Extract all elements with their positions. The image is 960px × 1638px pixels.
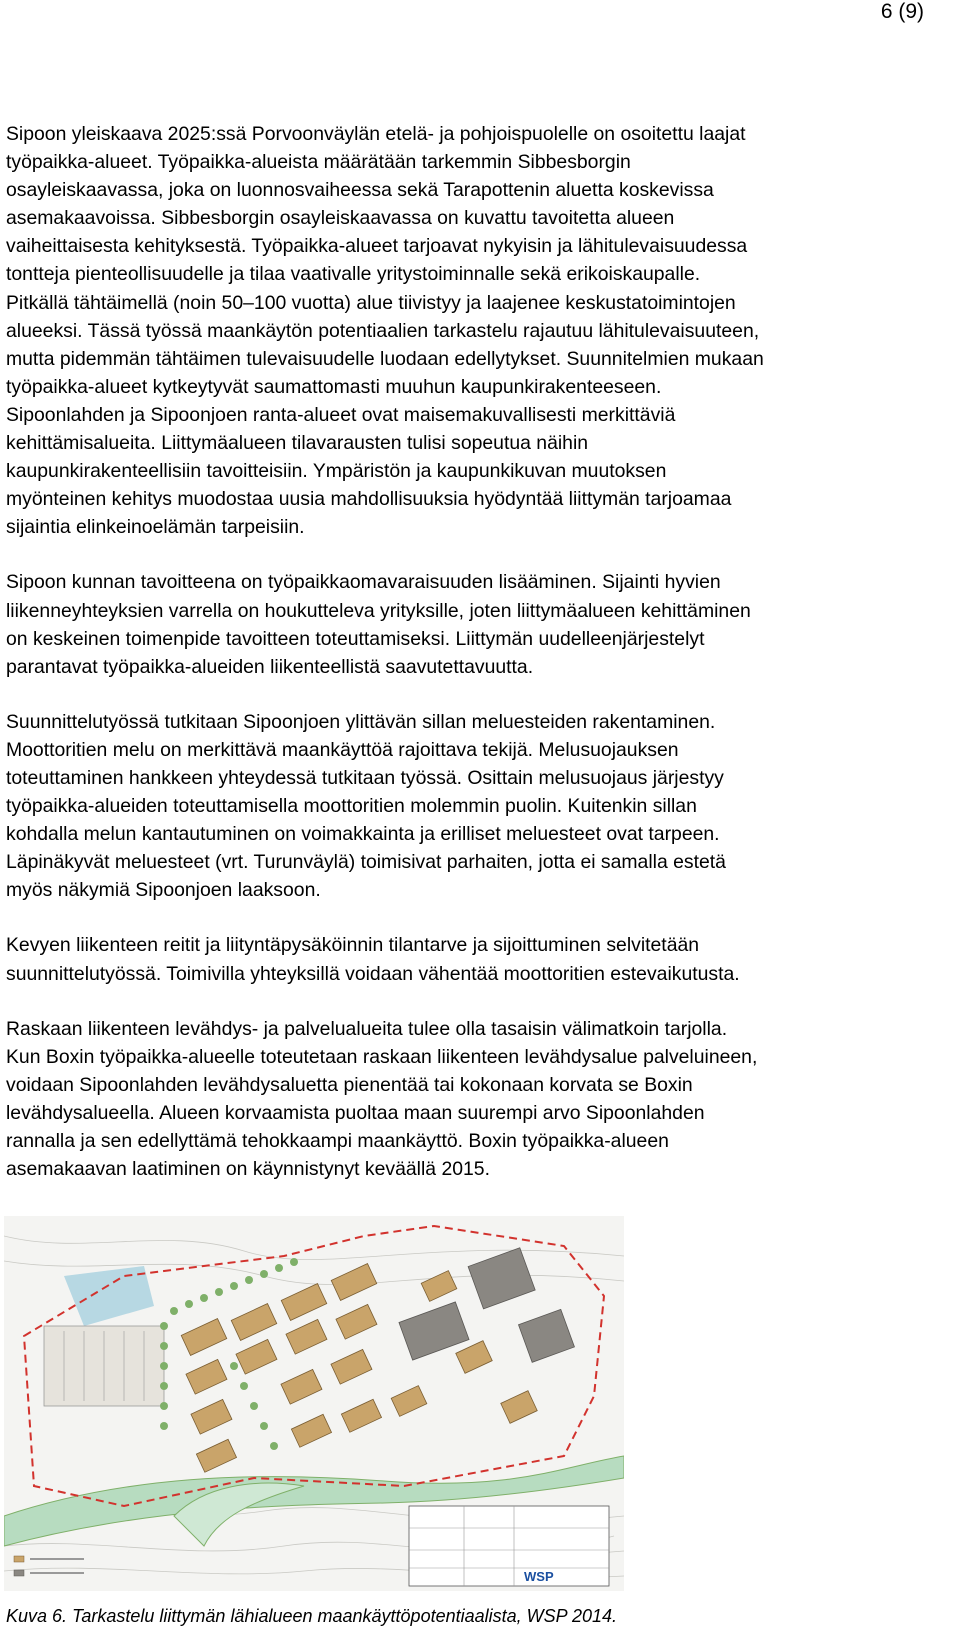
title-block bbox=[409, 1506, 609, 1586]
text-line: suunnittelutyössä. Toimivilla yhteyksillä voidaan vähentää moottoritien estevaikutusta. bbox=[6, 962, 740, 985]
text-line: asemakaavoissa. Sibbesborgin osayleiskaavassa on kuvattu tavoitetta alueen bbox=[6, 207, 675, 230]
text-line: sijaintia elinkeinoelämän tarpeisiin. bbox=[6, 516, 305, 539]
paragraph bbox=[6, 568, 952, 680]
text-line: asemakaavan laatiminen on käynnistynyt keväällä 2015. bbox=[6, 1158, 490, 1181]
text-line: Raskaan liikenteen levähdys- ja palvelualueita tulee olla tasaisin välimatkoin tarjolla. bbox=[6, 1017, 728, 1040]
text-line: työpaikka-alueiden toteuttamisella moottoritien molemmin puolin. Kuitenkin sillan bbox=[6, 795, 697, 818]
text-line: kaupunkirakenteellisiin tavoitteisiin. Ympäristön ja kaupunkikuvan muutoksen bbox=[6, 460, 667, 483]
wsp-logo: WSP bbox=[524, 1569, 554, 1584]
text-line: Sipoon yleiskaava 2025:ssä Porvoonväylän etelä- ja pohjoispuolelle on osoitettu laajat bbox=[6, 123, 746, 145]
body-text bbox=[6, 120, 952, 1210]
paragraph bbox=[6, 1015, 952, 1184]
tree-rows bbox=[160, 1258, 298, 1450]
text-line: kohdalla melun kantautuminen on voimakkainta ja erilliset meluesteet ovat tarpeen. bbox=[6, 823, 720, 846]
text-line: Moottoritien melu on merkittävä maankäyttöä rajoittava tekijä. Melusuojauksen bbox=[6, 738, 679, 761]
text-line: rannalla ja sen edellyttämä tehokkaampi maankäyttö. Boxin työpaikka-alueen bbox=[6, 1130, 669, 1152]
text-line: liikenneyhteyksien varrella on houkutteleva yrityksille, joten liittymäalueen kehittäminen bbox=[6, 599, 751, 622]
text-line: toteuttaminen hankkeen yhteydessä tutkitaan työssä. Osittain melusuojaus järjestyy bbox=[6, 766, 724, 789]
text-line: levähdysalueella. Alueen korvaamista puoltaa maan suurempi arvo Sipoonlahden bbox=[6, 1101, 705, 1124]
text-line: Kevyen liikenteen reitit ja liityntäpysäköinnin tilantarve ja sijoittuminen selvitetään bbox=[6, 934, 700, 957]
text-line: voidaan Sipoonlahden levähdysaluetta pienentää tai kokonaan korvata se Boxin bbox=[6, 1073, 693, 1096]
text-line: myönteinen kehitys muodostaa uusia mahdollisuuksia hyödyntää liittymän tarjoamaa bbox=[6, 488, 732, 511]
page-number: 6 (9) bbox=[880, 0, 924, 23]
text-line: työpaikka-alueet. Työpaikka-alueista määrätään tarkemmin Sibbesborgin bbox=[6, 151, 631, 174]
text-line: tontteja pienteollisuudelle ja tilaa vaativalle yritystoiminnalle sekä erikoiskaupalle. bbox=[6, 263, 701, 286]
text-line: myös näkymiä Sipoonjoen laaksoon. bbox=[6, 879, 321, 902]
text-line: on keskeinen toimenpide tavoitteen toteuttamiseksi. Liittymän uudelleenjärjestelyt bbox=[6, 627, 705, 650]
paragraph bbox=[6, 931, 952, 987]
text-line: Sipoon kunnan tavoitteena on työpaikkaomavaraisuuden lisääminen. Sijainti hyvien bbox=[6, 571, 721, 594]
paragraph bbox=[6, 120, 952, 541]
text-line: Suunnittelutyössä tutkitaan Sipoonjoen ylittävän sillan meluesteiden rakentaminen. bbox=[6, 710, 716, 733]
map-legend bbox=[14, 1556, 84, 1576]
water-area bbox=[64, 1266, 154, 1326]
site-plan-map-icon bbox=[4, 1216, 624, 1591]
text-line: Kun Boxin työpaikka-alueelle toteutetaan raskaan liikenteen levähdysalue palveluineen, bbox=[6, 1045, 758, 1068]
text-line: työpaikka-alueet kytkeytyvät saumattomasti muuhun kaupunkirakenteeseen. bbox=[6, 375, 662, 398]
text-line: kehittämisalueita. Liittymäalueen tilavarausten tulisi sopeutua näihin bbox=[6, 432, 589, 455]
text-line: alueeksi. Tässä työssä maankäytön potentiaalien tarkastelu rajautuu lähitulevaisuuteen, bbox=[6, 319, 760, 342]
existing-buildings bbox=[399, 1248, 574, 1363]
text-line: vaiheittaisesta kehityksestä. Työpaikka-alueet tarjoavat nykyisin ja lähitulevaisuudessa bbox=[6, 235, 748, 258]
text-line: Läpinäkyvät meluesteet (vrt. Turunväylä) toimisivat parhaiten, jotta ei samalla estetä bbox=[6, 851, 726, 874]
text-line: Sipoonlahden ja Sipoonjoen ranta-alueet ovat maisemakuvallisesti merkittäviä bbox=[6, 403, 676, 426]
site-plan-figure bbox=[4, 1216, 624, 1591]
figure-caption: Kuva 6. Tarkastelu liittymän lähialueen maankäyttöpotentiaalista, WSP 2014. bbox=[6, 1606, 618, 1626]
text-line: mutta pidemmän tähtäimen tulevaisuudelle luodaan edellytykset. Suunnitelmien mukaan bbox=[6, 347, 764, 370]
text-line: osayleiskaavassa, joka on luonnosvaiheessa sekä Tarapottenin aluetta koskevissa bbox=[6, 179, 714, 202]
text-line: Pitkällä tähtäimellä (noin 50–100 vuotta) alue tiivistyy ja laajenee keskustatoimintojen bbox=[6, 291, 736, 314]
paragraph bbox=[6, 708, 952, 905]
text-line: parantavat työpaikka-alueiden liikenteellistä saavutettavuutta. bbox=[6, 655, 534, 678]
